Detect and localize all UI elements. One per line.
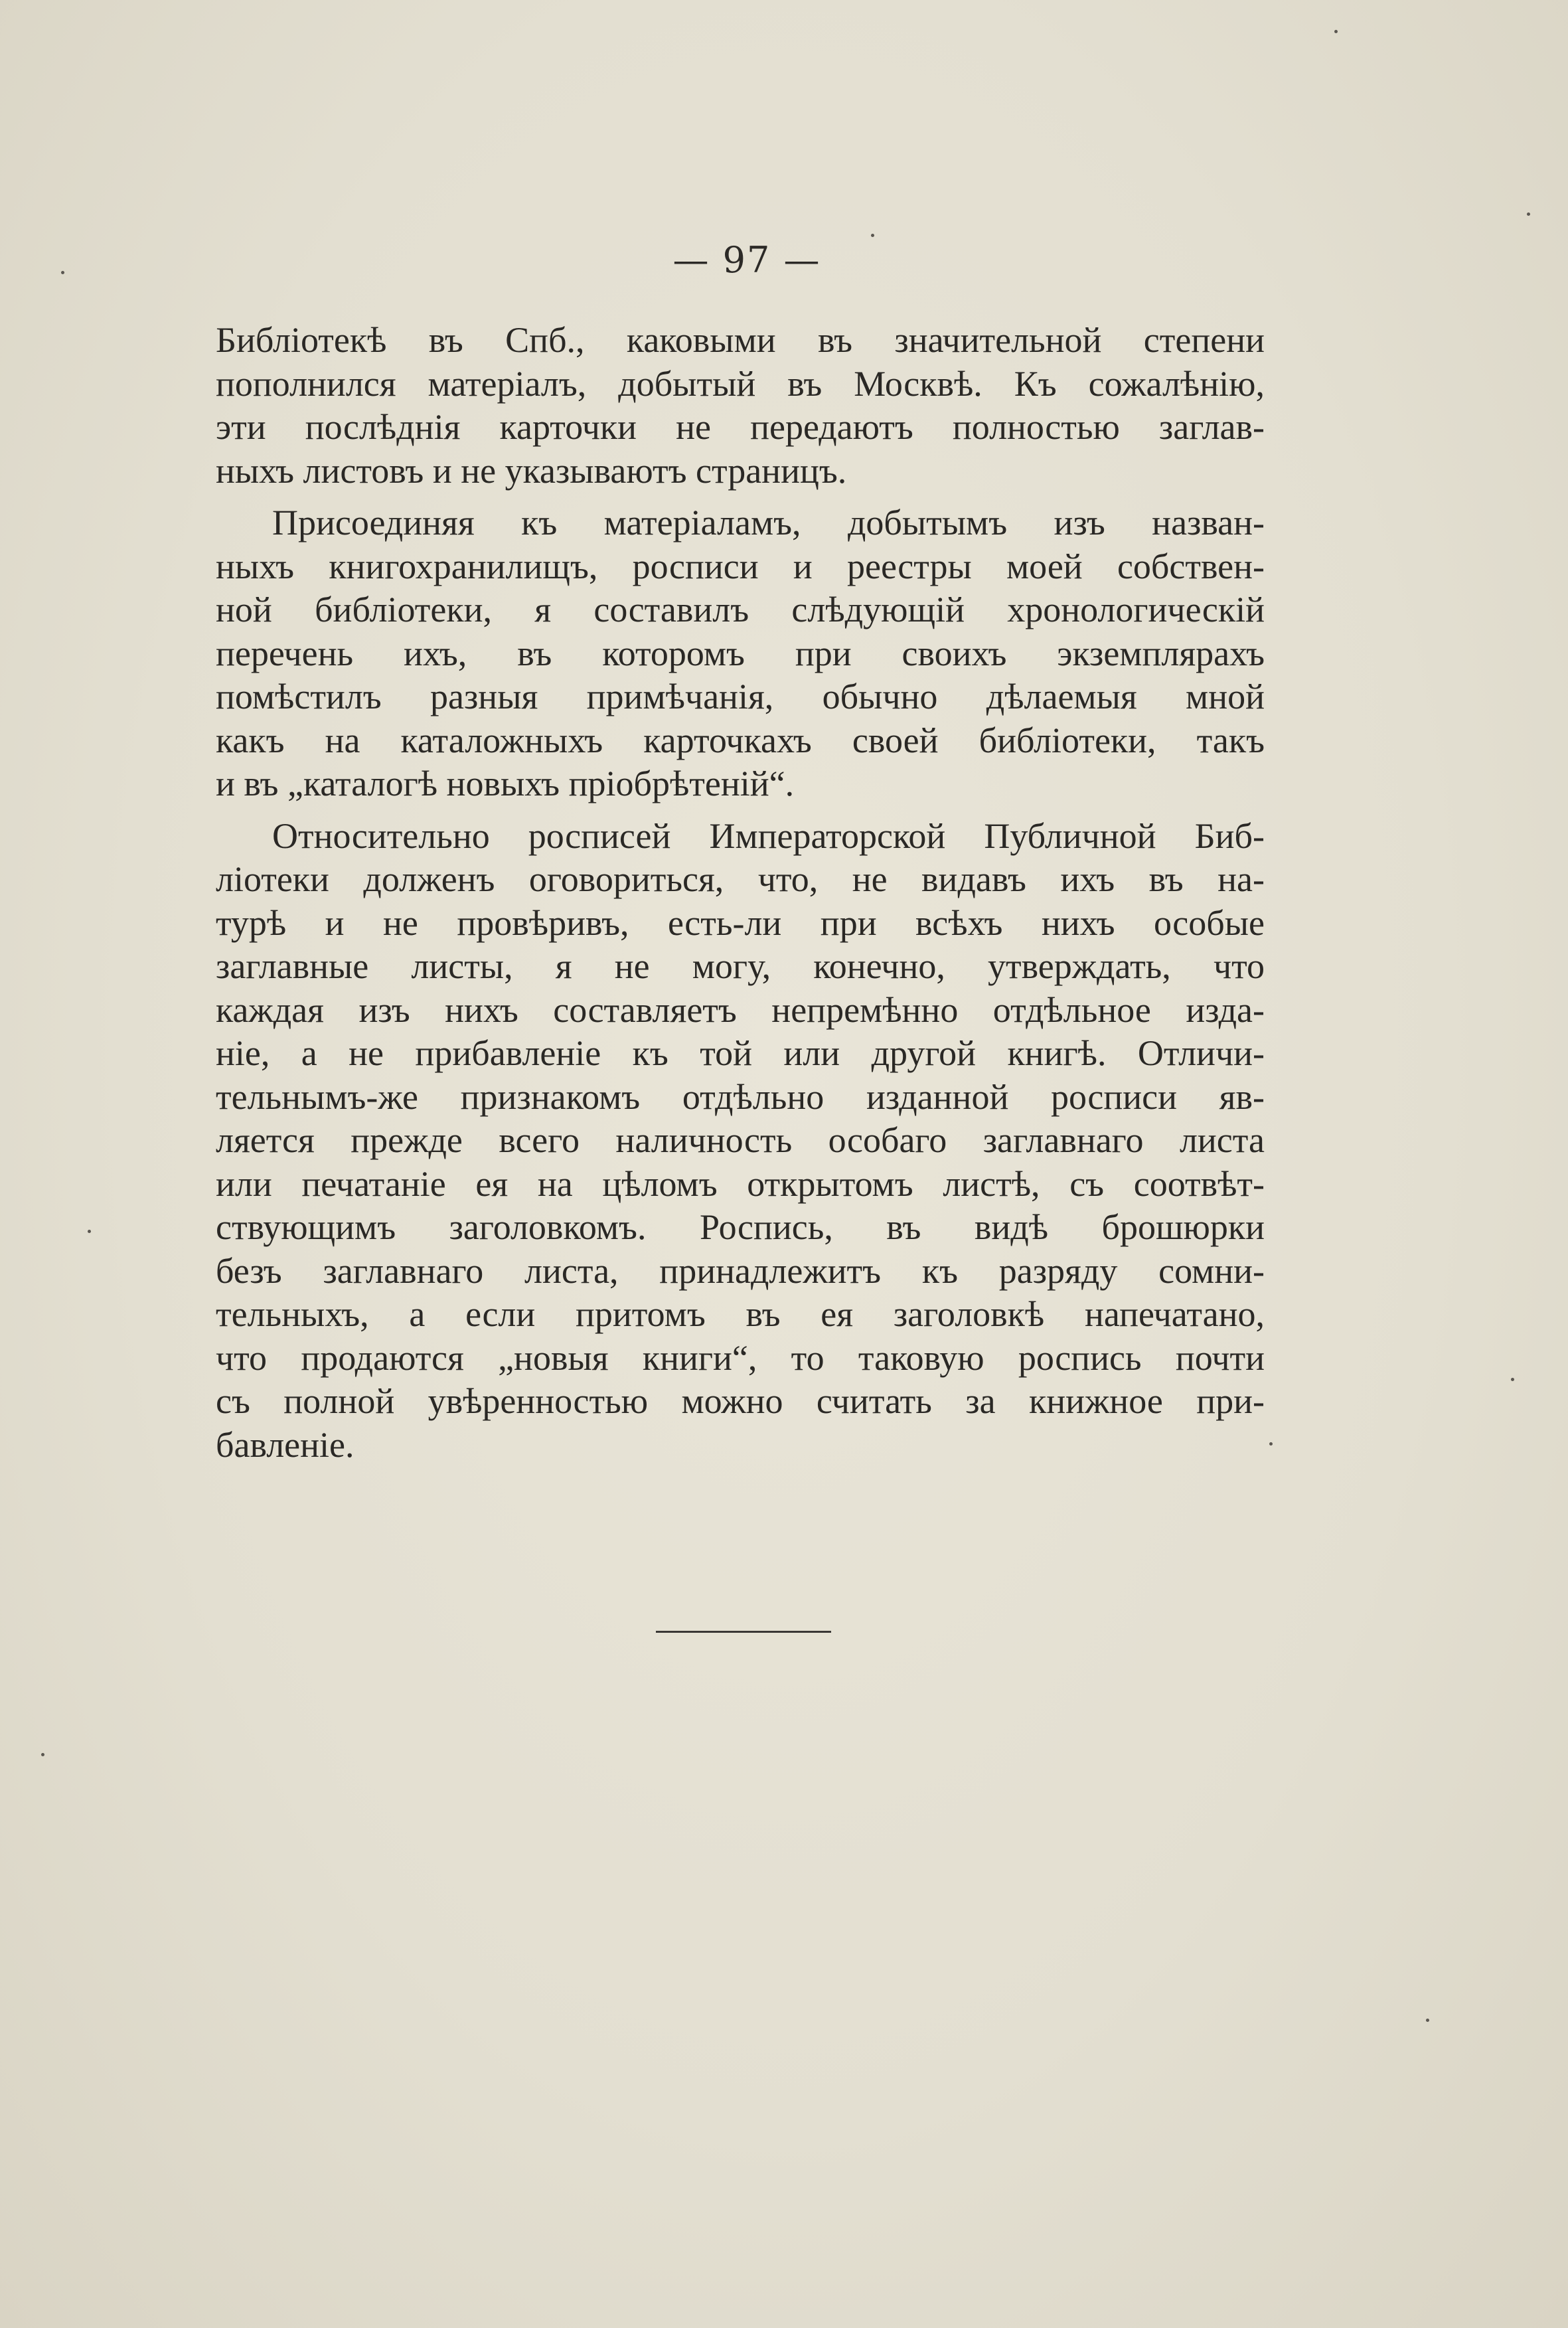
text-line: съ полной увѣренностью можно считать за книжное при- — [216, 1381, 1265, 1421]
text-line: ляется прежде всего наличность особаго заглавнаго листа — [216, 1120, 1265, 1160]
text-line: бавленiе. — [216, 1424, 354, 1465]
paragraph-1 — [216, 319, 1265, 493]
end-rule — [656, 1631, 831, 1633]
text-line: ной библiотеки, я составилъ слѣдующiй хронологическiй — [216, 590, 1265, 629]
text-line: Библiотекѣ въ Спб., каковыми въ значительной степени — [216, 320, 1265, 360]
text-line: каждая изъ нихъ составляетъ непремѣнно отдѣльное изда- — [216, 989, 1265, 1030]
text-line: какъ на каталожныхъ карточкахъ своей библiотеки, такъ — [216, 720, 1265, 760]
paper-speck — [1511, 1378, 1514, 1381]
paper-speck — [1269, 1442, 1273, 1446]
page-number: — 97 — — [672, 239, 821, 281]
text-line: ныхъ книгохранилищъ, росписи и реестры моей собствен- — [216, 546, 1265, 586]
text-line: тельныхъ, а если притомъ въ ея заголовкѣ напечатано, — [216, 1294, 1265, 1334]
text-line: заглавные листы, я не могу, конечно, утверждать, что — [216, 946, 1265, 986]
text-line: помѣстилъ разныя примѣчанiя, обычно дѣлаемыя мной — [216, 677, 1265, 716]
text-line: ствующимъ заголовкомъ. Роспись, въ видѣ брошюрки — [216, 1207, 1265, 1247]
body-text — [216, 319, 1265, 1467]
text-line: Присоединяя къ матерiаламъ, добытымъ изъ назван- — [272, 503, 1265, 542]
paper-speck — [41, 1753, 44, 1756]
text-line: Относительно росписей Императорской Публичной Биб- — [272, 815, 1265, 856]
text-line: лiотеки долженъ оговориться, что, не видавъ ихъ въ на- — [216, 859, 1265, 899]
text-line: пополнился матерiалъ, добытый въ Москвѣ. Къ сожалѣнiю, — [216, 363, 1265, 404]
paper-speck — [61, 271, 64, 274]
text-line: и въ „каталогѣ новыхъ прiобрѣтенiй“. — [216, 764, 795, 803]
text-line: перечень ихъ, въ которомъ при своихъ экземплярахъ — [216, 633, 1265, 673]
text-line: ныхъ листовъ и не указываютъ страницъ. — [216, 450, 847, 491]
text-line: турѣ и не провѣривъ, есть-ли при всѣхъ нихъ особые — [216, 902, 1265, 943]
text-line: что продаются „новыя книги“, то таковую роспись почти — [216, 1337, 1265, 1378]
paragraph-2 — [216, 501, 1265, 806]
text-line: эти послѣднiя карточки не передаютъ полностью заглав- — [216, 407, 1265, 447]
paper-speck — [1527, 212, 1530, 216]
text-line: или печатанiе ея на цѣломъ открытомъ листѣ, съ соотвѣт- — [216, 1163, 1265, 1204]
text-line: безъ заглавнаго листа, принадлежитъ къ разряду сомни- — [216, 1250, 1265, 1291]
text-line: тельнымъ-же признакомъ отдѣльно изданной росписи яв- — [216, 1076, 1265, 1117]
paper-speck — [88, 1230, 91, 1233]
paragraph-3 — [216, 815, 1265, 1467]
paper-speck — [1334, 30, 1338, 33]
paper-speck — [1426, 2019, 1429, 2022]
paper-speck — [871, 234, 874, 237]
text-line: нiе, а не прибавленiе къ той или другой книгѣ. Отличи- — [216, 1033, 1265, 1073]
